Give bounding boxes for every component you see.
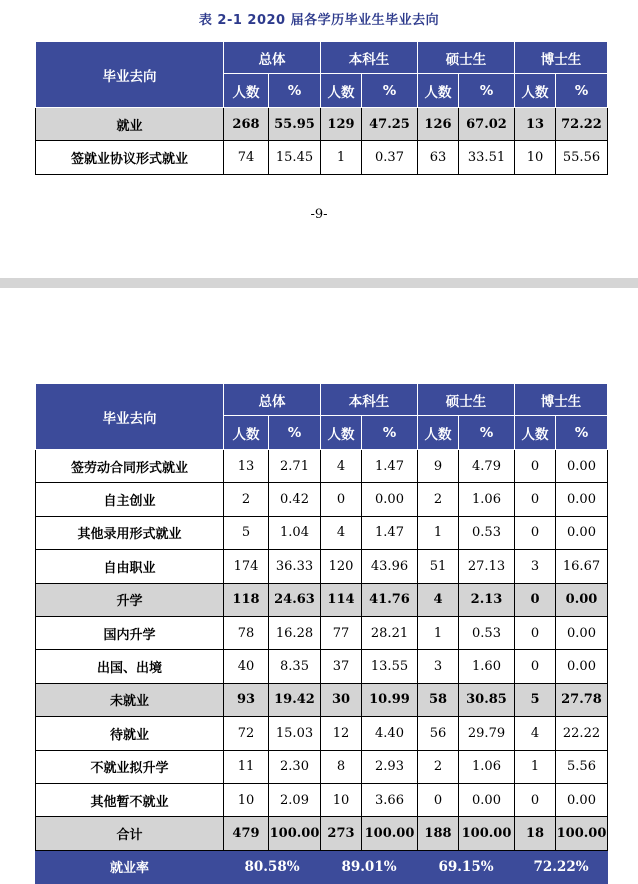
table-row: [36, 450, 608, 483]
count-cell: 2: [418, 483, 459, 516]
percent-cell: 19.42: [269, 683, 321, 716]
table-row: [36, 583, 608, 616]
percent-cell: 72.22: [556, 108, 608, 141]
header-percent: %: [459, 416, 515, 450]
percent-cell: 1.47: [362, 450, 418, 483]
row-label: 其他录用形式就业: [36, 516, 224, 549]
count-cell: 1: [321, 141, 362, 174]
percent-cell: 0.00: [556, 516, 608, 549]
count-cell: 479: [224, 817, 269, 850]
count-cell: 63: [418, 141, 459, 174]
percent-cell: 1.60: [459, 650, 515, 683]
table-row: [36, 683, 608, 716]
count-cell: 37: [321, 650, 362, 683]
page-number: -9-: [310, 207, 328, 222]
employment-rate-total: 80.58%: [224, 850, 321, 883]
percent-cell: 4.79: [459, 450, 515, 483]
header-percent: %: [556, 416, 608, 450]
percent-cell: 0.53: [459, 516, 515, 549]
count-cell: 12: [321, 717, 362, 750]
percent-cell: 0.00: [556, 616, 608, 649]
percent-cell: 29.79: [459, 717, 515, 750]
header-group-master: 硕士生: [418, 42, 515, 74]
header-percent: %: [362, 74, 418, 108]
percent-cell: 100.00: [459, 817, 515, 850]
count-cell: 13: [224, 450, 269, 483]
destination-table-part1: [35, 41, 608, 175]
header-count: 人数: [515, 416, 556, 450]
count-cell: 1: [515, 750, 556, 783]
header-group-undergrad: 本科生: [321, 384, 418, 416]
percent-cell: 2.93: [362, 750, 418, 783]
count-cell: 72: [224, 717, 269, 750]
count-cell: 4: [321, 516, 362, 549]
percent-cell: 0.00: [556, 783, 608, 816]
count-cell: 0: [515, 783, 556, 816]
table-row: [36, 750, 608, 783]
percent-cell: 0.00: [556, 650, 608, 683]
count-cell: 58: [418, 683, 459, 716]
row-label: 就业: [36, 108, 224, 141]
percent-cell: 2.09: [269, 783, 321, 816]
employment-rate-label: 就业率: [36, 850, 224, 883]
percent-cell: 8.35: [269, 650, 321, 683]
percent-cell: 41.76: [362, 583, 418, 616]
count-cell: 3: [418, 650, 459, 683]
percent-cell: 100.00: [269, 817, 321, 850]
row-label: 不就业拟升学: [36, 750, 224, 783]
percent-cell: 0.42: [269, 483, 321, 516]
table-row: [36, 783, 608, 816]
header-count: 人数: [418, 74, 459, 108]
row-label: 自由职业: [36, 550, 224, 583]
header-group-master: 硕士生: [418, 384, 515, 416]
percent-cell: 67.02: [459, 108, 515, 141]
count-cell: 74: [224, 141, 269, 174]
header-count: 人数: [321, 74, 362, 108]
header-group-doctor: 博士生: [515, 384, 608, 416]
table-row: [36, 817, 608, 850]
percent-cell: 13.55: [362, 650, 418, 683]
count-cell: 18: [515, 817, 556, 850]
percent-cell: 0.00: [459, 783, 515, 816]
count-cell: 93: [224, 683, 269, 716]
percent-cell: 2.71: [269, 450, 321, 483]
percent-cell: 16.28: [269, 616, 321, 649]
table-row: [36, 717, 608, 750]
count-cell: 5: [224, 516, 269, 549]
header-count: 人数: [224, 74, 269, 108]
row-label: 签就业协议形式就业: [36, 141, 224, 174]
count-cell: 4: [321, 450, 362, 483]
percent-cell: 4.40: [362, 717, 418, 750]
header-percent: %: [459, 74, 515, 108]
count-cell: 1: [418, 616, 459, 649]
percent-cell: 2.30: [269, 750, 321, 783]
percent-cell: 10.99: [362, 683, 418, 716]
count-cell: 40: [224, 650, 269, 683]
header-count: 人数: [321, 416, 362, 450]
count-cell: 0: [515, 516, 556, 549]
percent-cell: 36.33: [269, 550, 321, 583]
count-cell: 114: [321, 583, 362, 616]
count-cell: 3: [515, 550, 556, 583]
count-cell: 78: [224, 616, 269, 649]
percent-cell: 28.21: [362, 616, 418, 649]
count-cell: 0: [515, 450, 556, 483]
table-row: [36, 516, 608, 549]
row-label: 合计: [36, 817, 224, 850]
percent-cell: 0.37: [362, 141, 418, 174]
percent-cell: 0.00: [556, 450, 608, 483]
percent-cell: 47.25: [362, 108, 418, 141]
count-cell: 268: [224, 108, 269, 141]
percent-cell: 5.56: [556, 750, 608, 783]
employment-rate-undergrad: 89.01%: [321, 850, 418, 883]
row-label: 签劳动合同形式就业: [36, 450, 224, 483]
row-label: 国内升学: [36, 616, 224, 649]
row-label: 其他暂不就业: [36, 783, 224, 816]
percent-cell: 1.47: [362, 516, 418, 549]
header-percent: %: [556, 74, 608, 108]
percent-cell: 1.06: [459, 750, 515, 783]
count-cell: 2: [418, 750, 459, 783]
percent-cell: 1.04: [269, 516, 321, 549]
count-cell: 174: [224, 550, 269, 583]
count-cell: 1: [418, 516, 459, 549]
count-cell: 9: [418, 450, 459, 483]
percent-cell: 0.00: [556, 483, 608, 516]
count-cell: 51: [418, 550, 459, 583]
count-cell: 10: [321, 783, 362, 816]
percent-cell: 0.00: [362, 483, 418, 516]
count-cell: 4: [515, 717, 556, 750]
table-row: [36, 108, 608, 141]
employment-rate-row: [36, 850, 608, 883]
count-cell: 0: [321, 483, 362, 516]
count-cell: 10: [224, 783, 269, 816]
count-cell: 0: [515, 483, 556, 516]
count-cell: 56: [418, 717, 459, 750]
header-count: 人数: [224, 416, 269, 450]
table-caption: 表 2-1 2020 届各学历毕业生毕业去向: [198, 13, 440, 28]
header-percent: %: [362, 416, 418, 450]
row-label: 未就业: [36, 683, 224, 716]
count-cell: 273: [321, 817, 362, 850]
count-cell: 11: [224, 750, 269, 783]
header-group-total: 总体: [224, 384, 321, 416]
percent-cell: 27.13: [459, 550, 515, 583]
count-cell: 77: [321, 616, 362, 649]
row-label: 出国、出境: [36, 650, 224, 683]
count-cell: 188: [418, 817, 459, 850]
header-count: 人数: [418, 416, 459, 450]
table-row: [36, 550, 608, 583]
count-cell: 126: [418, 108, 459, 141]
count-cell: 5: [515, 683, 556, 716]
count-cell: 0: [515, 650, 556, 683]
percent-cell: 0.00: [556, 583, 608, 616]
percent-cell: 0.53: [459, 616, 515, 649]
percent-cell: 24.63: [269, 583, 321, 616]
row-label: 待就业: [36, 717, 224, 750]
table-row: [36, 483, 608, 516]
count-cell: 0: [418, 783, 459, 816]
header-count: 人数: [515, 74, 556, 108]
percent-cell: 30.85: [459, 683, 515, 716]
percent-cell: 16.67: [556, 550, 608, 583]
percent-cell: 1.06: [459, 483, 515, 516]
percent-cell: 3.66: [362, 783, 418, 816]
count-cell: 10: [515, 141, 556, 174]
percent-cell: 22.22: [556, 717, 608, 750]
header-destination: 毕业去向: [36, 42, 224, 108]
table-row: [36, 616, 608, 649]
count-cell: 0: [515, 583, 556, 616]
header-destination: 毕业去向: [36, 384, 224, 450]
percent-cell: 55.95: [269, 108, 321, 141]
count-cell: 13: [515, 108, 556, 141]
row-label: 升学: [36, 583, 224, 616]
page-separator: [0, 278, 638, 288]
row-label: 自主创业: [36, 483, 224, 516]
count-cell: 8: [321, 750, 362, 783]
employment-rate-doctor: 72.22%: [515, 850, 608, 883]
employment-rate-master: 69.15%: [418, 850, 515, 883]
header-percent: %: [269, 416, 321, 450]
percent-cell: 33.51: [459, 141, 515, 174]
percent-cell: 15.03: [269, 717, 321, 750]
count-cell: 120: [321, 550, 362, 583]
table-row: [36, 650, 608, 683]
header-group-total: 总体: [224, 42, 321, 74]
count-cell: 0: [515, 616, 556, 649]
percent-cell: 2.13: [459, 583, 515, 616]
count-cell: 30: [321, 683, 362, 716]
header-group-undergrad: 本科生: [321, 42, 418, 74]
percent-cell: 55.56: [556, 141, 608, 174]
count-cell: 118: [224, 583, 269, 616]
count-cell: 129: [321, 108, 362, 141]
percent-cell: 100.00: [556, 817, 608, 850]
percent-cell: 100.00: [362, 817, 418, 850]
percent-cell: 15.45: [269, 141, 321, 174]
count-cell: 4: [418, 583, 459, 616]
table-row: [36, 141, 608, 174]
percent-cell: 43.96: [362, 550, 418, 583]
destination-table-part2: [35, 383, 608, 884]
percent-cell: 27.78: [556, 683, 608, 716]
header-percent: %: [269, 74, 321, 108]
count-cell: 2: [224, 483, 269, 516]
header-group-doctor: 博士生: [515, 42, 608, 74]
